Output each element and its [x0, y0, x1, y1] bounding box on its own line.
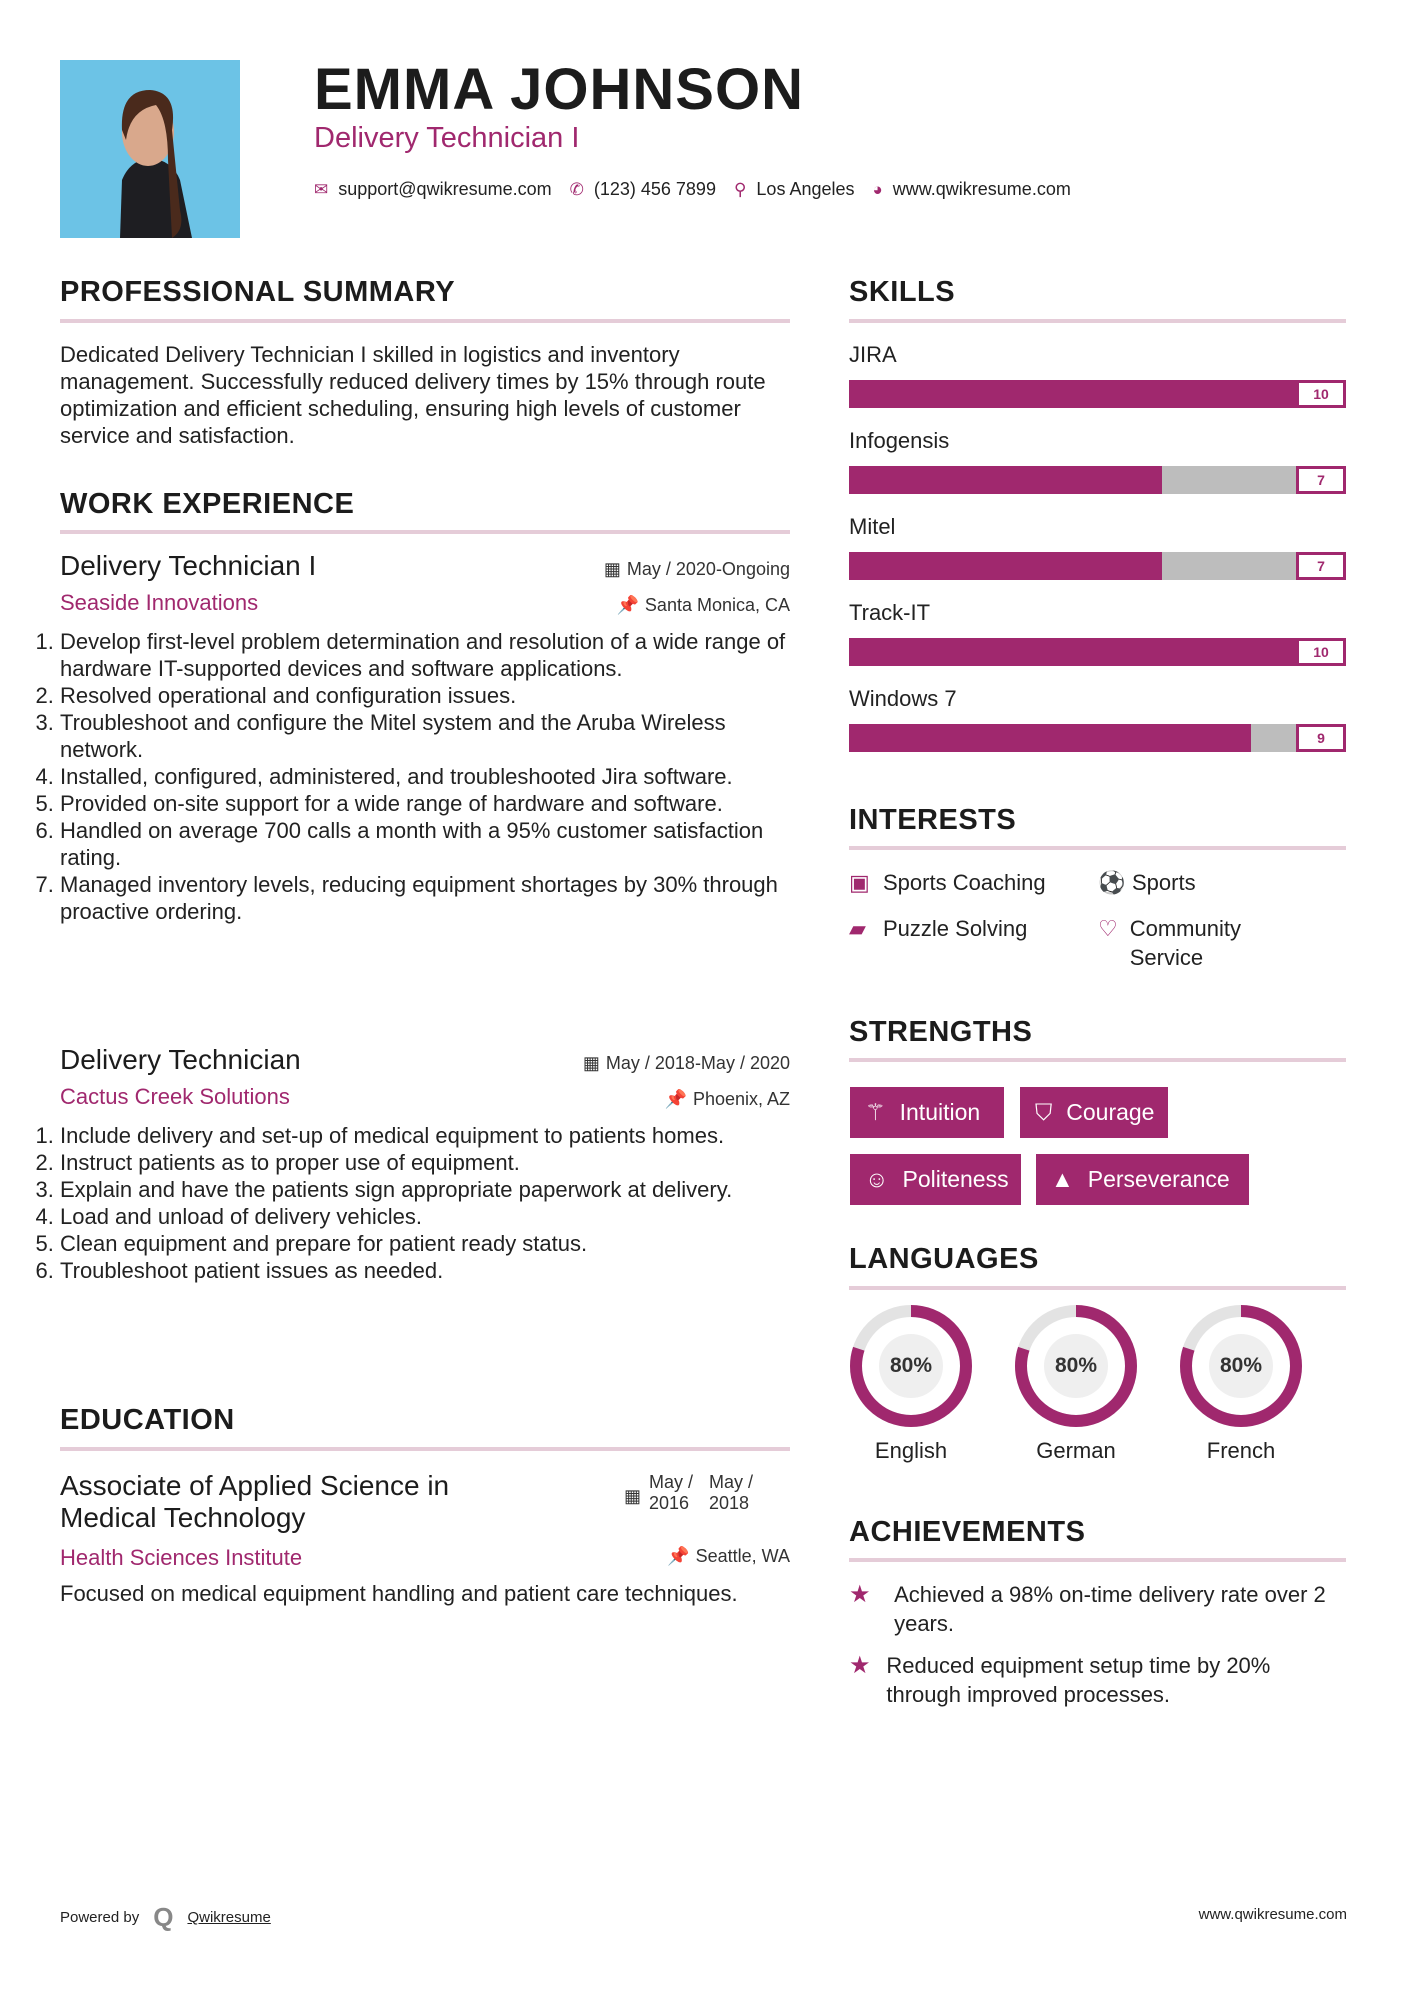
star-icon: ★ — [849, 1581, 871, 1608]
language-item — [849, 1304, 973, 1464]
skill-item — [849, 428, 1346, 494]
email-icon: ✉ — [314, 179, 329, 199]
road-icon: ▲ — [1051, 1166, 1074, 1192]
location-pin-icon: ⚲ — [733, 179, 747, 199]
calendar-icon: ▦ — [603, 559, 621, 579]
interest-item: ▣ Sports Coaching — [849, 870, 1046, 895]
skill-level: 7 — [1296, 552, 1346, 580]
language-item — [1014, 1304, 1138, 1464]
job-title: Delivery Technician — [60, 1044, 301, 1075]
website-link[interactable]: www.qwikresume.com — [892, 179, 1071, 199]
skill-bar-fill — [849, 638, 1346, 666]
skill-name: Mitel — [849, 514, 896, 539]
magic-wand-icon: ⚚ — [865, 1099, 886, 1125]
smile-icon: ☺ — [865, 1166, 889, 1192]
job-date: ▦ May / 2018-May / 2020 — [582, 1053, 790, 1073]
education-start: May / 2016 — [649, 1472, 694, 1513]
strength-badge: ☺ Politeness — [850, 1154, 1021, 1205]
job-entry — [60, 550, 790, 925]
interests-heading: INTERESTS — [849, 804, 1017, 836]
list-item: 7. Managed inventory levels, reducing equipment shortages by 30% through proactive ordering. — [60, 871, 790, 925]
education-description: Focused on medical equipment handling and patient care techniques. — [60, 1581, 738, 1606]
languages-heading: LANGUAGES — [849, 1243, 1039, 1275]
list-item: 5. Provided on-site support for a wide range of hardware and software. — [60, 790, 790, 817]
qwikresume-logo-icon: Q — [153, 1902, 174, 1932]
skill-item — [849, 514, 1346, 580]
divider — [849, 319, 1346, 323]
list-item: 2. Resolved operational and configuration issues. — [60, 682, 790, 709]
profile-photo — [60, 60, 240, 238]
book-icon: ▰ — [849, 916, 866, 941]
skill-level: 9 — [1296, 724, 1346, 752]
list-item: 1. Include delivery and set-up of medical equipment to patients homes. — [60, 1122, 790, 1149]
language-percent: 80% — [889, 1354, 933, 1377]
divider — [60, 530, 790, 534]
phone-text: (123) 456 7899 — [593, 179, 716, 199]
powered-by-text: Powered by — [60, 1909, 140, 1926]
skill-bar — [849, 380, 1346, 408]
achievement-item: ★ Achieved a 98% on-time delivery rate over 2 years. — [849, 1581, 1326, 1636]
location-text: Los Angeles — [756, 179, 855, 199]
interest-item: ▰ Puzzle Solving — [849, 916, 1028, 941]
skill-bar — [849, 638, 1346, 666]
list-item: 6. Handled on average 700 calls a month with a 95% customer satisfaction rating. — [60, 817, 790, 871]
globe-icon: ◕ — [872, 179, 883, 199]
skills-list — [849, 342, 1346, 772]
calendar-icon: ▦ — [582, 1053, 600, 1073]
brand-link[interactable]: Qwikresume — [187, 1909, 271, 1926]
job-date: ▦ May / 2020-Ongoing — [603, 559, 790, 579]
list-item: 5. Clean equipment and prepare for patient ready status. — [60, 1230, 790, 1257]
language-name: German — [1036, 1438, 1116, 1463]
skill-level: 7 — [1296, 466, 1346, 494]
contact-info — [314, 179, 1071, 200]
skill-item — [849, 686, 1346, 752]
job-location: 📌 Santa Monica, CA — [616, 595, 790, 615]
job-bullets — [42, 628, 790, 925]
phone-icon: ✆ — [569, 179, 584, 199]
language-name: French — [1206, 1438, 1276, 1463]
achievements-heading: ACHIEVEMENTS — [849, 1516, 1086, 1548]
skill-bar-fill — [849, 466, 1162, 494]
strengths-heading: STRENGTHS — [849, 1016, 1033, 1048]
school-location: 📌 Seattle, WA — [667, 1546, 790, 1566]
education-dates — [624, 1472, 761, 1520]
summary-text: Dedicated Delivery Technician I skilled in logistics and inventory management. Successfully reduced delivery times by 15% through route optimization and efficient scheduling, ensuring high levels of customer service and satisfaction. — [60, 342, 766, 448]
candidate-title: Delivery Technician I — [314, 122, 580, 154]
soccer-ball-icon: ⚽ — [1098, 870, 1126, 895]
skill-level: 10 — [1296, 380, 1346, 408]
degree-title: Associate of Applied Science in Medical Technology — [60, 1470, 450, 1533]
skill-bar-fill — [849, 552, 1162, 580]
divider — [849, 1558, 1346, 1562]
strength-badge: ⛉ Courage — [1020, 1087, 1168, 1138]
list-item: 2. Instruct patients as to proper use of equipment. — [60, 1149, 790, 1176]
experience-heading: WORK EXPERIENCE — [60, 488, 355, 520]
job-bullets — [42, 1122, 790, 1284]
job-title: Delivery Technician I — [60, 550, 317, 581]
job-entry — [60, 1044, 790, 1284]
divider — [849, 1058, 1346, 1062]
footer-website[interactable]: www.qwikresume.com — [1198, 1906, 1347, 1923]
star-icon: ★ — [849, 1652, 871, 1679]
skill-bar-fill — [849, 724, 1251, 752]
language-percent: 80% — [1219, 1354, 1263, 1377]
skill-item — [849, 600, 1346, 666]
candidate-name: EMMA JOHNSON — [314, 57, 804, 122]
divider — [60, 319, 790, 323]
briefcase-icon: ▣ — [849, 870, 870, 895]
divider — [849, 1286, 1346, 1290]
skill-name: Windows 7 — [849, 686, 957, 711]
job-company: Seaside Innovations — [60, 590, 259, 615]
list-item: 3. Explain and have the patients sign appropriate paperwork at delivery. — [60, 1176, 790, 1203]
divider — [60, 1447, 790, 1451]
skill-name: JIRA — [849, 342, 897, 367]
job-company: Cactus Creek Solutions — [60, 1084, 290, 1109]
list-item: 6. Troubleshoot patient issues as needed. — [60, 1257, 790, 1284]
education-end: May / 2018 — [709, 1472, 754, 1513]
skill-bar — [849, 466, 1346, 494]
interest-item: ♡ Community Service — [1098, 916, 1241, 970]
pin-icon: 📌 — [664, 1089, 687, 1109]
heart-hand-icon: ♡ — [1098, 916, 1118, 941]
interest-item: ⚽ Sports — [1098, 870, 1196, 895]
strength-badge: ▲ Perseverance — [1036, 1154, 1249, 1205]
list-item: 3. Troubleshoot and configure the Mitel system and the Aruba Wireless network. — [60, 709, 790, 763]
skill-item — [849, 342, 1346, 408]
list-item: 4. Installed, configured, administered, and troubleshooted Jira software. — [60, 763, 790, 790]
language-name: English — [874, 1438, 948, 1463]
education-heading: EDUCATION — [60, 1404, 235, 1436]
skill-bar — [849, 552, 1346, 580]
pin-icon: 📌 — [667, 1546, 690, 1566]
shield-icon: ⛉ — [1035, 1099, 1053, 1125]
footer-powered — [60, 1902, 271, 1933]
skill-name: Infogensis — [849, 428, 950, 453]
language-item — [1179, 1304, 1303, 1464]
summary-heading: PROFESSIONAL SUMMARY — [60, 276, 456, 308]
job-location: 📌 Phoenix, AZ — [664, 1089, 790, 1109]
email-link[interactable]: support@qwikresume.com — [338, 179, 552, 199]
skill-bar-fill — [849, 380, 1346, 408]
achievement-item: ★ Reduced equipment setup time by 20% through improved processes. — [849, 1652, 1271, 1707]
skill-name: Track-IT — [849, 600, 931, 625]
language-percent: 80% — [1054, 1354, 1098, 1377]
skill-bar — [849, 724, 1346, 752]
pin-icon: 📌 — [616, 595, 639, 615]
strength-badge: ⚚ Intuition — [850, 1087, 1004, 1138]
list-item: 4. Load and unload of delivery vehicles. — [60, 1203, 790, 1230]
skill-level: 10 — [1296, 638, 1346, 666]
skills-heading: SKILLS — [849, 276, 956, 308]
school-name: Health Sciences Institute — [60, 1545, 303, 1570]
calendar-icon: ▦ — [624, 1486, 642, 1506]
list-item: 1. Develop first-level problem determination and resolution of a wide range of hardware IT-supported devices and software applications. — [60, 628, 790, 682]
divider — [849, 846, 1346, 850]
